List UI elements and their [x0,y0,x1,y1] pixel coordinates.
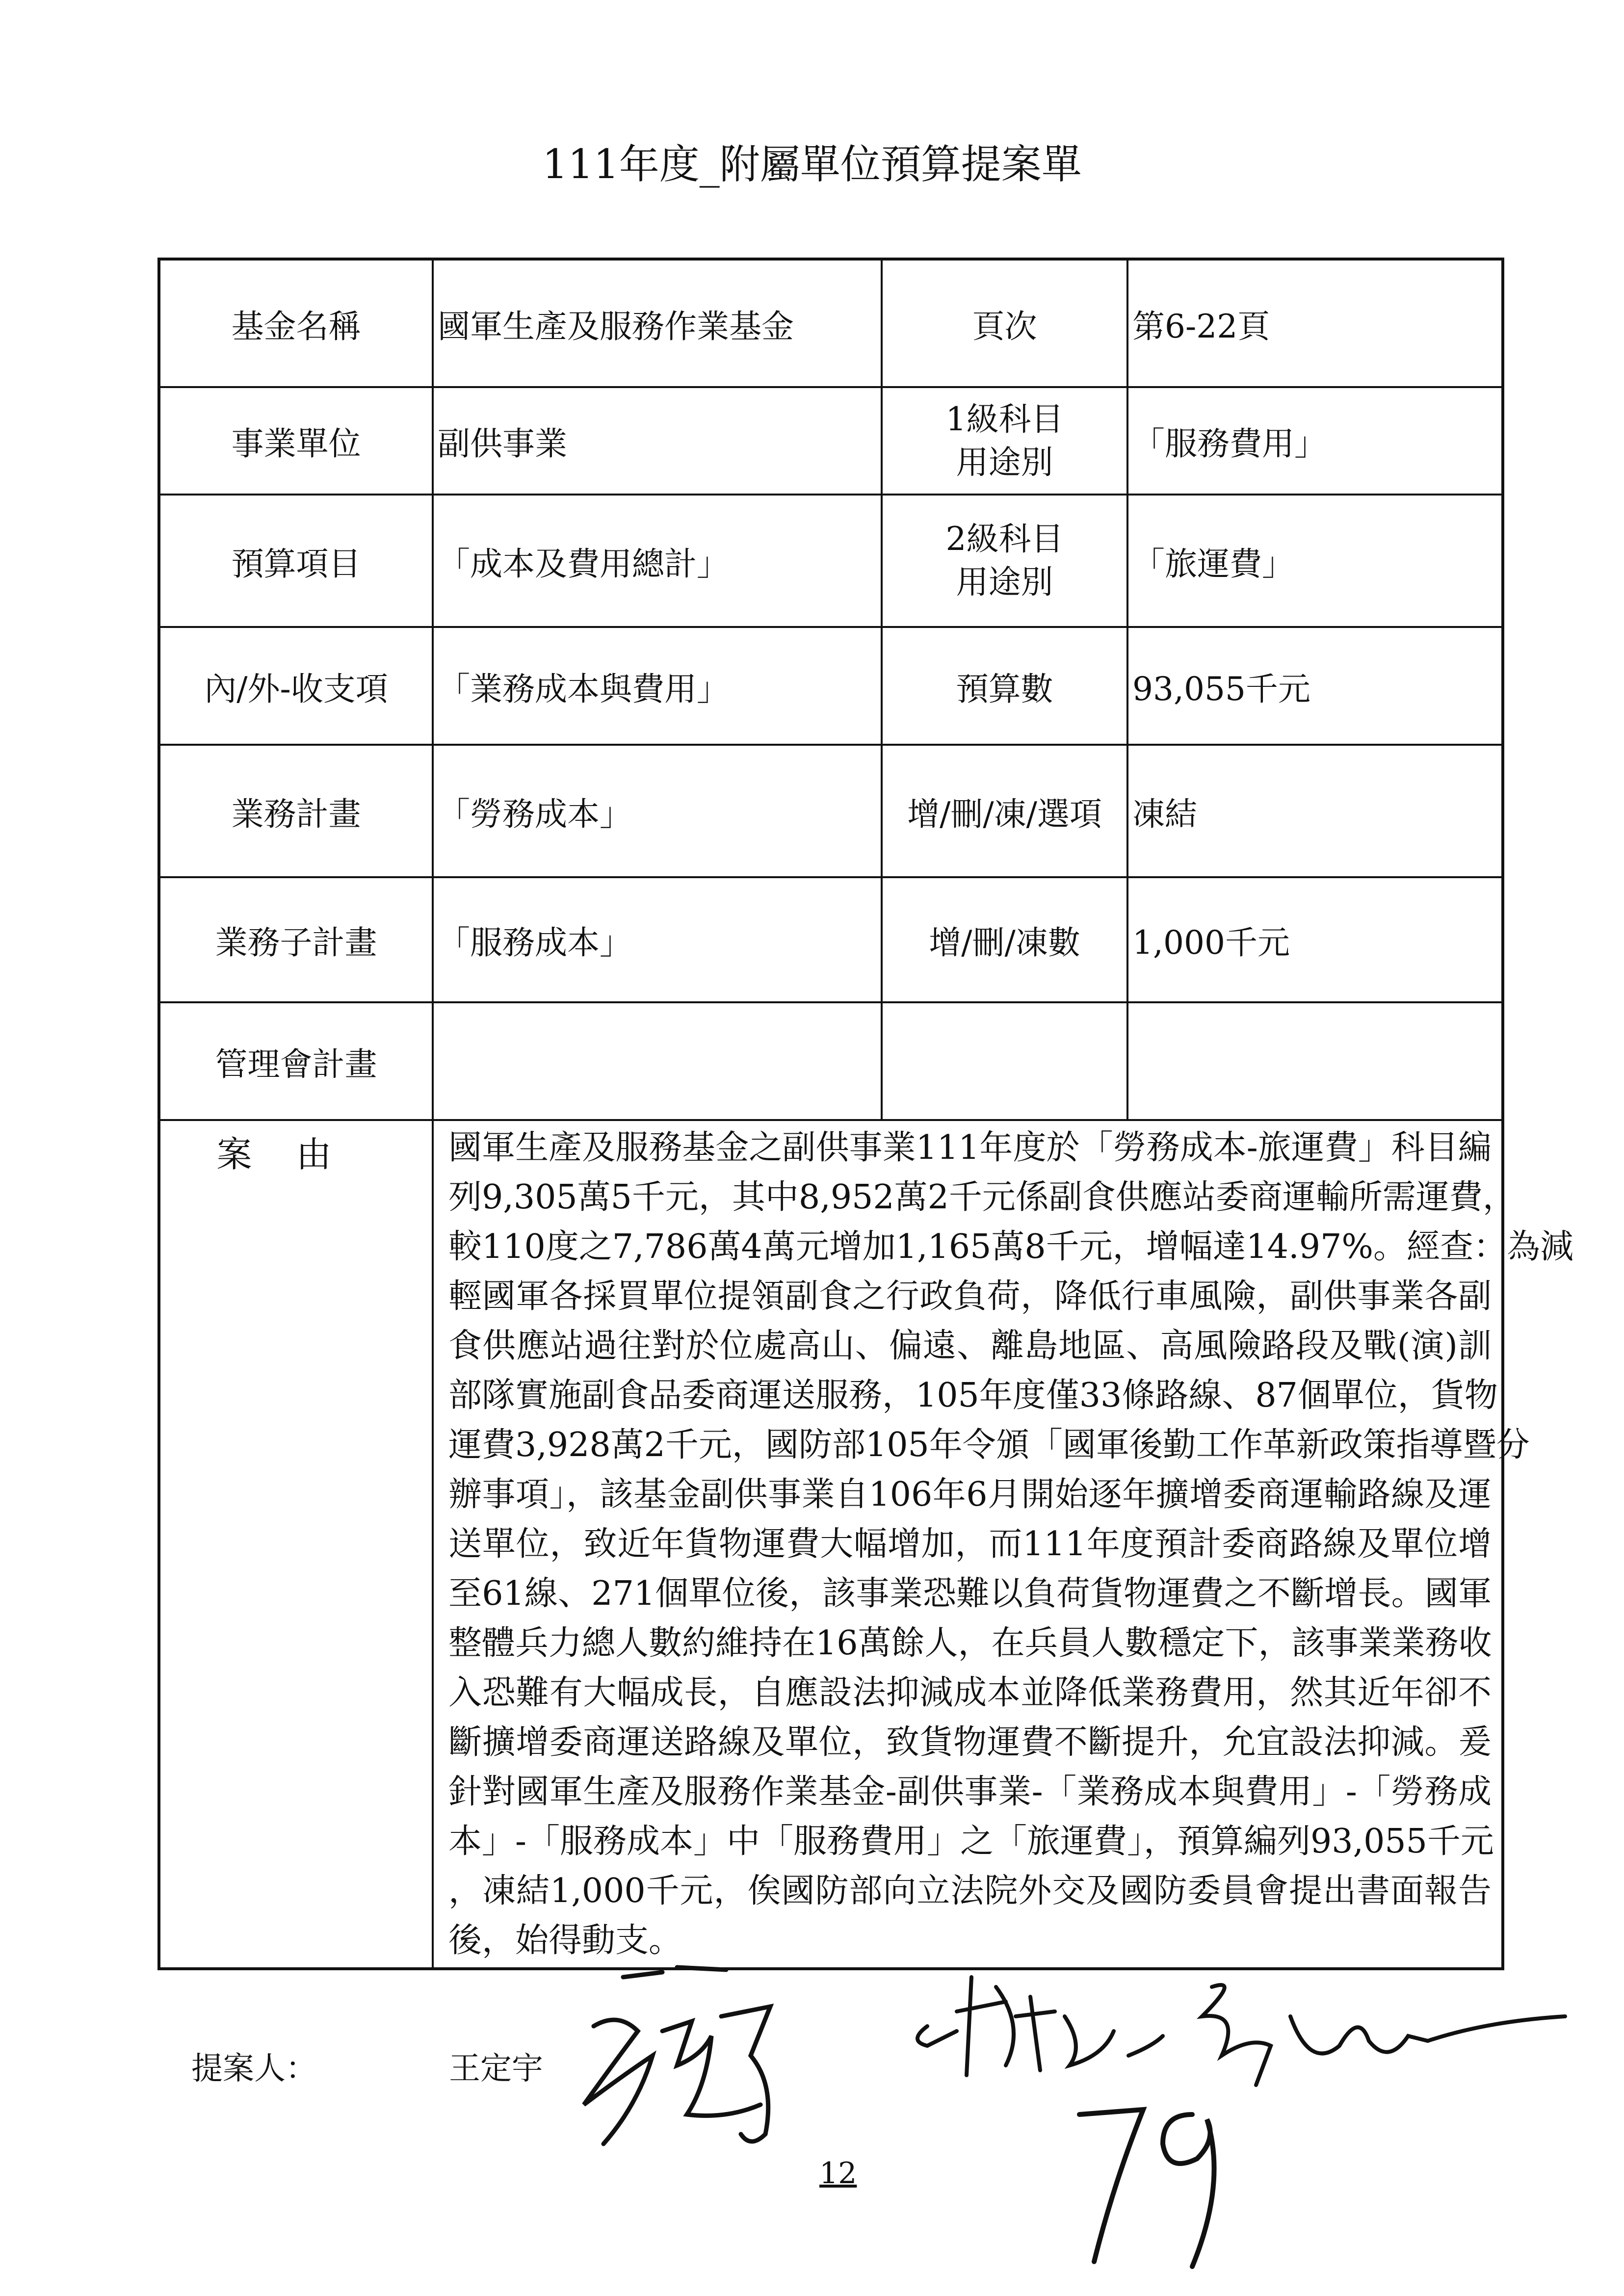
business-unit-label: 事業單位 [159,387,433,495]
reason-line: 送單位，致近年貨物運費大幅增加，而111年度預計委商路線及單位增 [448,1525,1492,1564]
reason-line: 本」-「服務成本」中「服務費用」之「旅運費」，預算編列93,055千元 [448,1822,1494,1861]
reason-line: 列9,305萬5千元，其中8,952萬2千元係副食供應站委商運輸所需運費， [448,1178,1516,1217]
budget-amount-value: 93,055千元 [1127,627,1503,745]
budget-item-value: 「成本及費用總計」 [433,495,882,627]
table-row [159,1002,1503,1120]
level2-account-label [882,495,1127,627]
action-option-label: 增/刪/凍/選項 [882,745,1127,877]
proposer-name: 王定宇 [449,2051,543,2087]
level1-account-line1: 1級科目 [945,400,1064,438]
action-amount-value: 1,000千元 [1127,877,1503,1002]
empty-label [882,1002,1127,1120]
management-plan-value [433,1002,882,1120]
income-expense-value: 「業務成本與費用」 [433,627,882,745]
page-number: 12 [819,2156,857,2191]
reason-line: ，凍結1,000千元，俟國防部向立法院外交及國防委員會提出書面報告 [448,1872,1492,1910]
page-ref-value: 第6-22頁 [1127,259,1503,387]
reason-line: 運費3,928萬2千元，國防部105年令頒「國軍後勤工作革新政策指導暨分 [448,1426,1530,1464]
reason-row [159,1120,1503,1969]
reason-line: 後，始得動支。 [448,1921,682,1960]
reason-line: 入恐難有大幅成長，自應設法抑減成本並降低業務費用，然其近年卻不 [448,1673,1492,1712]
reason-line: 國軍生產及服務基金之副供事業111年度於「勞務成本-旅運費」科目編 [448,1128,1492,1167]
budget-item-label: 預算項目 [159,495,433,627]
level1-account-label [882,387,1127,495]
table-row [159,877,1503,1002]
sub-plan-value: 「服務成本」 [433,877,882,1002]
action-amount-label: 增/刪/凍數 [882,877,1127,1002]
fund-name-value: 國軍生產及服務作業基金 [433,259,882,387]
fund-name-label: 基金名稱 [159,259,433,387]
business-unit-value: 副供事業 [433,387,882,495]
signature-1 [564,1957,834,2164]
reason-line: 食供應站過往對於位處高山、偏遠、離島地區、高風險路段及戰(演)訓 [448,1327,1492,1365]
reason-line: 辦事項」，該基金副供事業自106年6月開始逐年擴增委商運輸路線及運 [448,1475,1492,1514]
level2-account-value: 「旅運費」 [1127,495,1503,627]
level1-account-line2: 用途別 [956,443,1053,481]
reason-line: 輕國軍各採買單位提領副食之行政負荷，降低行車風險，副供事業各副 [448,1277,1492,1316]
document-title: 111年度_附屬單位預算提案單 [542,141,1082,188]
level2-account-line1: 2級科目 [945,520,1064,558]
handwritten-number [1070,2085,1236,2271]
empty-value [1127,1002,1503,1120]
reason-line: 整體兵力總人數約維持在16萬餘人，在兵員人數穩定下，該事業業務收 [448,1624,1492,1663]
proposal-form-table [157,258,1573,1970]
management-plan-label: 管理會計畫 [159,1002,433,1120]
table-row [159,745,1503,877]
proposer-label: 提案人： [191,2051,317,2087]
signature-2 [898,1957,1585,2105]
budget-amount-label: 預算數 [882,627,1127,745]
reason-line: 針對國軍生產及服務作業基金-副供事業-「業務成本與費用」-「勞務成 [448,1773,1492,1811]
table-row [159,387,1503,495]
reason-line: 至61線、271個單位後，該事業恐難以負荷貨物運費之不斷增長。國軍 [448,1574,1492,1613]
business-plan-value: 「勞務成本」 [433,745,882,877]
reason-line: 較110度之7,786萬4萬元增加1,165萬8千元，增幅達14.97%。經查：為減 [448,1227,1573,1266]
handwritten-79-drawing [1070,2085,1236,2271]
level1-account-value: 「服務費用」 [1127,387,1503,495]
table-row [159,627,1503,745]
level2-account-line2: 用途別 [956,563,1053,601]
reason-text [433,1120,1573,1969]
sub-plan-label: 業務子計畫 [159,877,433,1002]
reason-line: 斷擴增委商運送路線及單位，致貨物運費不斷提升，允宜設法抑減。爰 [448,1723,1492,1762]
action-option-value: 凍結 [1127,745,1503,877]
page-ref-label: 頁次 [882,259,1127,387]
reason-line: 部隊實施副食品委商運送服務，105年度僅33條路線、87個單位，貨物 [448,1376,1498,1415]
reason-label: 案由 [159,1120,433,1969]
income-expense-label: 內/外-收支項 [159,627,433,745]
business-plan-label: 業務計畫 [159,745,433,877]
table-row [159,495,1503,627]
table-row [159,259,1503,387]
